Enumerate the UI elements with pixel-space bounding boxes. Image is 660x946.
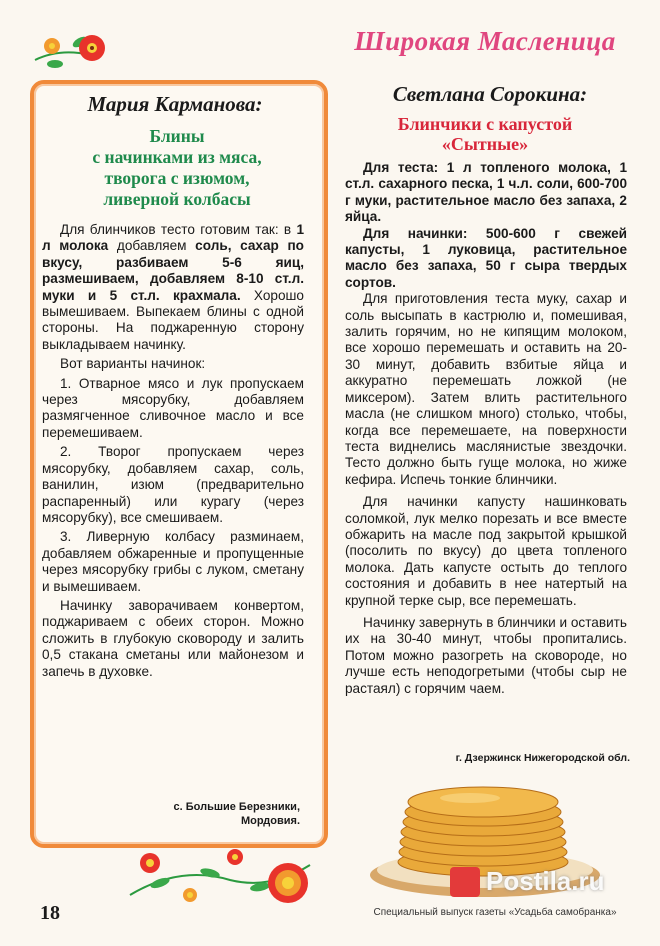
flower-ornament-top-left xyxy=(30,20,120,80)
right-article-title xyxy=(345,114,625,154)
left-intro-paragraph xyxy=(42,222,304,353)
left-title-line: творога с изюмом, xyxy=(104,168,250,188)
flower-ornament-bottom-left xyxy=(120,835,320,915)
right-article-signature: г. Дзержинск Нижегородской обл. xyxy=(455,752,630,764)
intro-text: добавляем xyxy=(108,238,196,254)
signature-line: Мордовия. xyxy=(240,815,300,827)
signature-line: с. Большие Березники, xyxy=(173,801,300,813)
left-title-line: ливерной колбасы xyxy=(103,189,251,209)
dough-ingredients: Для теста: 1 л топленого молока, 1 ст.л. сахарного песка, 1 ч.л. соли, 600-700 г муки, растительное масло без запаха, 2 яйца. xyxy=(345,160,627,225)
left-article-author: Мария Карманова: xyxy=(87,92,263,116)
right-paragraph-1: Для приготовления теста муку, сахар и соль высыпать в кастрюлю и, помешивая, залить горячим, но не кипящим молоком, все хорошо перемешать и оставить на 20-30 минут, добавить взбитые яйца и аккуратно перемешать ложкой (не миксером). Затем влить растительного масла (не слишком много) столько, чтобы, когда все перемешаете, на поверхности теста виднелись маслянистые звездочки. Тесто должно быть гуще молока, но жиже кефира. Испечь тонкие блинчики. xyxy=(345,291,627,487)
left-title-line: Блины xyxy=(149,126,205,146)
filling-ingredients: Для начинки: 500-600 г свежей капусты, 1 луковица, растительное масло без запаха, 50 г сыра твердых сортов. xyxy=(345,225,627,290)
watermark-text: Postila.ru xyxy=(486,866,605,896)
variants-heading: Вот варианты начинок: xyxy=(60,356,206,372)
right-article-author: Светлана Сорокина: xyxy=(392,82,588,106)
intro-bold: 1 л молока xyxy=(42,222,304,254)
left-article-body xyxy=(42,222,304,680)
right-article-body xyxy=(345,160,627,697)
variant-3: 3. Ливерную колбасу разминаем, добавляем обжаренные и пропущенные через мясорубку грибы с луком, сметану и вымешиваем. xyxy=(42,529,304,594)
left-article-title xyxy=(36,126,318,210)
page-number: 18 xyxy=(40,902,60,924)
variant-1: 1. Отварное мясо и лук пропускаем через мясорубку, добавляем размягченное сливочное масло и все перемешиваем. xyxy=(42,375,304,440)
right-title-line: «Сытные» xyxy=(441,134,529,154)
right-title-line: Блинчики с капустой xyxy=(397,114,573,134)
left-closing-paragraph: Начинку заворачиваем конвертом, поджариваем с обеих сторон. Можно сложить в глубокую сковороду и залить 0,5 стакана сметаны или майонезом и запечь в духовке. xyxy=(42,597,304,679)
footer-text: Специальный выпуск газеты «Усадьба самобранка» xyxy=(373,907,617,918)
intro-bold-ingredients: соль, сахар по вкусу, разбиваем 5-6 яиц, размешиваем, добавляем 8-10 ст.л. муки и 5 ст.л. крахмала. xyxy=(42,238,304,303)
right-paragraph-2: Для начинки капусту нашинковать соломкой, лук мелко порезать и все вместе обжарить на масле под закрытой крышкой (посолить по вкусу) до цвета топленого молока. Дать капусте остыть до теплого состояния и добавить в нее натертый на крупной терке сыр, все перемешать. xyxy=(345,494,627,608)
watermark xyxy=(450,864,660,904)
intro-text: Для блинчиков тесто готовим так: в xyxy=(60,222,297,237)
left-title-line: с начинками из мяса, xyxy=(92,147,262,167)
intro-text: Хорошо вымешиваем. Выпекаем блины с одной стороны. На поджаренную сторону выкладываем начинку. xyxy=(42,287,304,352)
left-article-signature xyxy=(120,800,300,828)
watermark-logo-icon xyxy=(450,867,480,897)
variant-2: 2. Творог пропускаем через мясорубку, добавляем сахар, соль, ванилин, изюм (предварительно распаренный) или курагу (через мясорубку), все смешиваем. xyxy=(42,444,304,525)
header-title: Широкая Масленица xyxy=(354,26,616,56)
right-paragraph-3: Начинку завернуть в блинчики и оставить их на 30-40 минут, чтобы пропитались. Потом можно разогреть на сковороде, но лучше есть неподогретыми (чтобы сыр не растаял) с горячим чаем. xyxy=(345,614,627,696)
